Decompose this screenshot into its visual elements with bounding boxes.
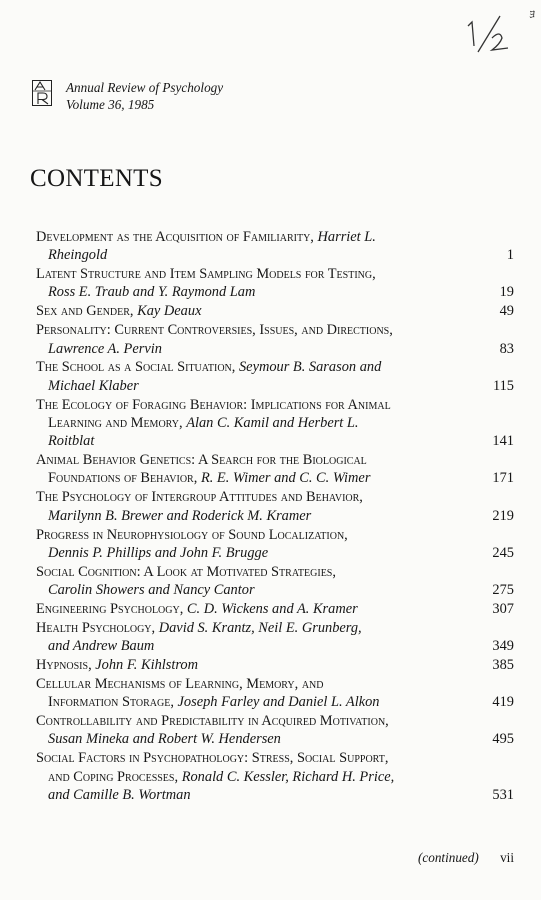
toc-entry bbox=[36, 228, 514, 265]
chapter-authors: Ross E. Traub and Y. Raymond Lam bbox=[48, 284, 256, 301]
annual-reviews-logo bbox=[32, 80, 52, 106]
chapter-authors: Harriet L. bbox=[317, 229, 376, 245]
chapter-title: Information Storage, bbox=[48, 694, 178, 711]
entry-title-line bbox=[36, 749, 514, 767]
chapter-title: The School as a Social Situation, bbox=[36, 359, 239, 376]
entry-continuation-line bbox=[36, 246, 514, 264]
entry-title-line bbox=[36, 675, 514, 693]
chapter-title: Cellular Mechanisms of Learning, Memory, and bbox=[36, 675, 324, 692]
chapter-page-number: 1 bbox=[506, 247, 514, 264]
chapter-authors: Joseph Farley and Daniel L. Alkon bbox=[177, 694, 380, 711]
toc-entry bbox=[36, 675, 514, 712]
handwritten-fraction bbox=[460, 12, 520, 56]
journal-info bbox=[66, 79, 223, 113]
chapter-title: Sex and Gender, bbox=[36, 303, 138, 320]
entry-continuation-line bbox=[36, 544, 514, 562]
entry-continuation-line bbox=[36, 432, 514, 450]
toc-entry bbox=[36, 302, 514, 320]
entry-title-line bbox=[36, 396, 514, 414]
chapter-title: The Ecology of Foraging Behavior: Implications for Animal bbox=[36, 396, 391, 413]
entry-title-line bbox=[36, 321, 514, 339]
toc-entry bbox=[36, 619, 514, 656]
chapter-authors: Lawrence A. Pervin bbox=[48, 340, 162, 357]
chapter-page-number: 171 bbox=[492, 470, 514, 487]
chapter-authors: Carolin Showers and Nancy Cantor bbox=[48, 581, 255, 598]
entry-continuation-line bbox=[36, 507, 514, 525]
chapter-page-number: 349 bbox=[492, 638, 514, 655]
entry-title-line bbox=[36, 619, 514, 637]
entry-title-line bbox=[36, 656, 514, 674]
toc-entry bbox=[36, 451, 514, 488]
toc-entry bbox=[36, 265, 514, 302]
toc-entry bbox=[36, 749, 514, 804]
continued-label: (continued) bbox=[417, 850, 479, 865]
toc-entry bbox=[36, 396, 514, 451]
journal-name: Annual Review of Psychology bbox=[66, 80, 224, 95]
entry-continuation-line bbox=[36, 469, 514, 487]
entry-continuation-line bbox=[36, 768, 514, 786]
chapter-page-number: 275 bbox=[492, 581, 514, 598]
chapter-title: Learning and Memory, bbox=[48, 414, 187, 431]
entry-continuation-line bbox=[36, 377, 514, 395]
chapter-authors: Seymour B. Sarason and bbox=[238, 359, 382, 376]
page-footer bbox=[0, 850, 514, 866]
entry-title-line bbox=[36, 488, 514, 506]
entry-title-line bbox=[36, 265, 514, 283]
chapter-authors: R. E. Wimer and C. C. Wimer bbox=[200, 470, 371, 487]
entry-continuation-line bbox=[36, 414, 514, 432]
entry-title-line bbox=[36, 451, 514, 469]
chapter-title: Social Cognition: A Look at Motivated Strategies, bbox=[36, 563, 336, 580]
chapter-title: and Coping Processes, bbox=[48, 768, 182, 785]
chapter-title: Animal Behavior Genetics: A Search for the Biological bbox=[36, 452, 367, 469]
chapter-page-number: 245 bbox=[492, 544, 514, 561]
chapter-authors: John F. Kihlstrom bbox=[95, 656, 199, 673]
entry-continuation-line bbox=[36, 786, 514, 804]
chapter-authors: Rheingold bbox=[48, 247, 108, 264]
toc-entry bbox=[36, 321, 514, 358]
toc-entry bbox=[36, 656, 514, 674]
toc-entry bbox=[36, 526, 514, 563]
chapter-authors: Roitblat bbox=[48, 433, 95, 450]
chapter-authors: and Camille B. Wortman bbox=[48, 786, 191, 803]
journal-volume: Volume 36, 1985 bbox=[66, 97, 155, 112]
toc-entry bbox=[36, 488, 514, 525]
chapter-page-number: 83 bbox=[499, 340, 514, 357]
chapter-authors: Kay Deaux bbox=[137, 303, 202, 320]
entry-title-line bbox=[36, 228, 514, 246]
chapter-title: Social Factors in Psychopathology: Stress, Social Support, bbox=[36, 750, 389, 767]
chapter-page-number: 219 bbox=[492, 507, 514, 524]
chapter-page-number: 19 bbox=[499, 284, 514, 301]
chapter-authors: Dennis P. Phillips and John F. Brugge bbox=[48, 544, 269, 561]
chapter-authors: Marilynn B. Brewer and Roderick M. Kramer bbox=[48, 507, 312, 524]
chapter-title: Controllability and Predictability in Acquired Motivation, bbox=[36, 713, 389, 730]
entry-continuation-line bbox=[36, 283, 514, 301]
entry-continuation-line bbox=[36, 693, 514, 711]
entry-continuation-line bbox=[36, 581, 514, 599]
chapter-page-number: 115 bbox=[492, 377, 514, 394]
corner-mark: ﾖ bbox=[529, 9, 535, 21]
chapter-page-number: 141 bbox=[492, 433, 514, 450]
chapter-authors: Susan Mineka and Robert W. Hendersen bbox=[48, 731, 281, 748]
chapter-title: Engineering Psychology, bbox=[36, 600, 187, 617]
chapter-title: The Psychology of Intergroup Attitudes and Behavior, bbox=[36, 489, 363, 506]
chapter-authors: Alan C. Kamil and Herbert L. bbox=[186, 414, 359, 431]
chapter-page-number: 419 bbox=[492, 694, 514, 711]
chapter-authors: Ronald C. Kessler, Richard H. Price, bbox=[181, 768, 395, 785]
entry-title-line bbox=[36, 526, 514, 544]
chapter-title: Development as the Acquisition of Familiarity, bbox=[36, 229, 318, 245]
chapter-authors: David S. Krantz, Neil E. Grunberg, bbox=[158, 619, 362, 636]
entry-title-line bbox=[36, 358, 514, 376]
chapter-title: Health Psychology, bbox=[36, 619, 159, 636]
chapter-page-number: 49 bbox=[499, 303, 514, 320]
toc-entry bbox=[36, 712, 514, 749]
table-of-contents bbox=[36, 228, 514, 805]
chapter-page-number: 385 bbox=[492, 656, 514, 673]
chapter-title: Personality: Current Controversies, Issues, and Directions, bbox=[36, 322, 393, 339]
toc-entry bbox=[36, 563, 514, 600]
entry-title-line bbox=[36, 563, 514, 581]
page-title: CONTENTS bbox=[30, 164, 163, 192]
chapter-page-number: 531 bbox=[492, 786, 514, 803]
entry-continuation-line bbox=[36, 730, 514, 748]
chapter-page-number: 495 bbox=[492, 731, 514, 748]
chapter-page-number: 307 bbox=[492, 600, 514, 617]
entry-continuation-line bbox=[36, 340, 514, 358]
page-number: vii bbox=[500, 850, 514, 865]
chapter-authors: C. D. Wickens and A. Kramer bbox=[186, 600, 358, 617]
chapter-authors: Michael Klaber bbox=[48, 377, 139, 394]
chapter-title: Latent Structure and Item Sampling Models for Testing, bbox=[36, 266, 376, 283]
chapter-authors: and Andrew Baum bbox=[48, 638, 155, 655]
entry-title-line bbox=[36, 712, 514, 730]
toc-entry bbox=[36, 600, 514, 618]
entry-title-line bbox=[36, 600, 514, 618]
chapter-title: Hypnosis, bbox=[36, 656, 96, 673]
entry-continuation-line bbox=[36, 637, 514, 655]
toc-entry bbox=[36, 358, 514, 395]
chapter-title: Foundations of Behavior, bbox=[48, 470, 201, 487]
entry-title-line bbox=[36, 302, 514, 320]
chapter-title: Progress in Neurophysiology of Sound Localization, bbox=[36, 526, 348, 543]
